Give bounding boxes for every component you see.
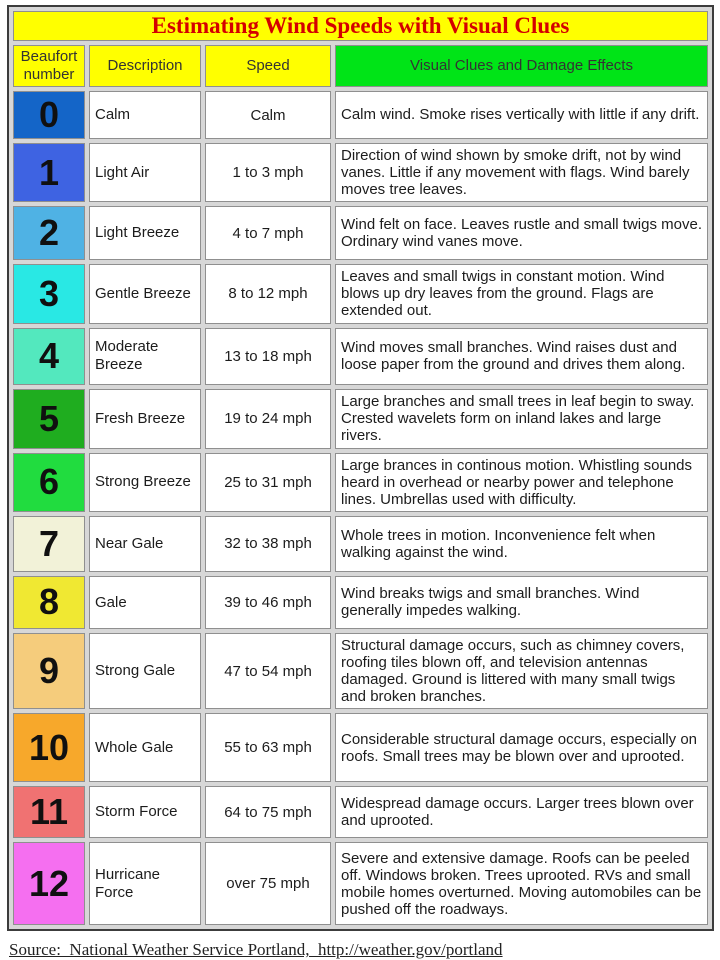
speed-cell: 39 to 46 mph — [205, 576, 331, 629]
speed-cell: 8 to 12 mph — [205, 264, 331, 323]
description-cell: Fresh Breeze — [89, 389, 201, 449]
description-cell: Moderate Breeze — [89, 328, 201, 385]
visual-clues-cell: Structural damage occurs, such as chimney covers, roofing tiles blown off, and television antennas damaged. Ground is littered with many small twigs and broken branches. — [335, 633, 708, 709]
visual-clues-cell: Calm wind. Smoke rises vertically with little if any drift. — [335, 91, 708, 139]
visual-clues-cell: Considerable structural damage occurs, especially on roofs. Small trees may be blown over and uprooted. — [335, 713, 708, 782]
header-row — [13, 45, 708, 87]
speed-cell: 64 to 75 mph — [205, 786, 331, 838]
column-header-speed: Speed — [205, 45, 331, 87]
description-cell: Whole Gale — [89, 713, 201, 782]
beaufort-row-2 — [13, 206, 708, 260]
beaufort-number-cell: 12 — [13, 842, 85, 925]
beaufort-number-cell: 11 — [13, 786, 85, 838]
beaufort-row-3 — [13, 264, 708, 323]
description-cell: Strong Breeze — [89, 453, 201, 512]
source-attribution: Source: National Weather Service Portland, http://weather.gov/portland — [9, 940, 503, 960]
visual-clues-cell: Direction of wind shown by smoke drift, not by wind vanes. Little if any movement with flags. Wind barely moves tree leaves. — [335, 143, 708, 202]
visual-clues-cell: Leaves and small twigs in constant motion. Wind blows up dry leaves from the ground. Flags are extended out. — [335, 264, 708, 323]
beaufort-number-cell: 6 — [13, 453, 85, 512]
speed-cell: Calm — [205, 91, 331, 139]
beaufort-row-9 — [13, 633, 708, 709]
description-cell: Light Breeze — [89, 206, 201, 260]
speed-cell: 19 to 24 mph — [205, 389, 331, 449]
beaufort-number-cell: 2 — [13, 206, 85, 260]
visual-clues-cell: Whole trees in motion. Inconvenience felt when walking against the wind. — [335, 516, 708, 572]
beaufort-row-4 — [13, 328, 708, 385]
speed-cell: 32 to 38 mph — [205, 516, 331, 572]
table-title: Estimating Wind Speeds with Visual Clues — [13, 11, 708, 41]
beaufort-number-cell: 0 — [13, 91, 85, 139]
description-cell: Strong Gale — [89, 633, 201, 709]
beaufort-row-8 — [13, 576, 708, 629]
description-cell: Hurricane Force — [89, 842, 201, 925]
description-cell: Light Air — [89, 143, 201, 202]
visual-clues-cell: Widespread damage occurs. Larger trees blown over and uprooted. — [335, 786, 708, 838]
speed-cell: 55 to 63 mph — [205, 713, 331, 782]
visual-clues-cell: Large brances in continous motion. Whistling sounds heard in overhead or nearby power and telephone lines. Umbrellas used with difficulty. — [335, 453, 708, 512]
beaufort-row-1 — [13, 143, 708, 202]
beaufort-row-6 — [13, 453, 708, 512]
description-cell: Storm Force — [89, 786, 201, 838]
beaufort-number-cell: 9 — [13, 633, 85, 709]
beaufort-row-11 — [13, 786, 708, 838]
visual-clues-cell: Severe and extensive damage. Roofs can be peeled off. Windows broken. Trees uprooted. RVs and small mobile homes overturned. Moving automobiles can be pushed off the roadways. — [335, 842, 708, 925]
column-header-visual-clues: Visual Clues and Damage Effects — [335, 45, 708, 87]
beaufort-number-cell: 3 — [13, 264, 85, 323]
beaufort-number-cell: 8 — [13, 576, 85, 629]
beaufort-row-5 — [13, 389, 708, 449]
description-cell: Near Gale — [89, 516, 201, 572]
beaufort-row-0 — [13, 91, 708, 139]
column-header-description: Description — [89, 45, 201, 87]
description-cell: Calm — [89, 91, 201, 139]
beaufort-number-cell: 7 — [13, 516, 85, 572]
speed-cell: 47 to 54 mph — [205, 633, 331, 709]
beaufort-number-cell: 4 — [13, 328, 85, 385]
visual-clues-cell: Large branches and small trees in leaf begin to sway. Crested wavelets form on inland lakes and large rivers. — [335, 389, 708, 449]
speed-cell: 4 to 7 mph — [205, 206, 331, 260]
visual-clues-cell: Wind felt on face. Leaves rustle and small twigs move. Ordinary wind vanes move. — [335, 206, 708, 260]
beaufort-number-cell: 1 — [13, 143, 85, 202]
speed-cell: over 75 mph — [205, 842, 331, 925]
title-row — [13, 11, 708, 41]
speed-cell: 25 to 31 mph — [205, 453, 331, 512]
beaufort-wind-scale-table — [7, 5, 714, 931]
visual-clues-cell: Wind moves small branches. Wind raises dust and loose paper from the ground and drives them along. — [335, 328, 708, 385]
column-header-beaufort-number: Beaufort number — [13, 45, 85, 87]
beaufort-number-cell: 10 — [13, 713, 85, 782]
speed-cell: 13 to 18 mph — [205, 328, 331, 385]
description-cell: Gentle Breeze — [89, 264, 201, 323]
speed-cell: 1 to 3 mph — [205, 143, 331, 202]
beaufort-row-12 — [13, 842, 708, 925]
beaufort-row-7 — [13, 516, 708, 572]
beaufort-row-10 — [13, 713, 708, 782]
visual-clues-cell: Wind breaks twigs and small branches. Wind generally impedes walking. — [335, 576, 708, 629]
beaufort-number-cell: 5 — [13, 389, 85, 449]
description-cell: Gale — [89, 576, 201, 629]
